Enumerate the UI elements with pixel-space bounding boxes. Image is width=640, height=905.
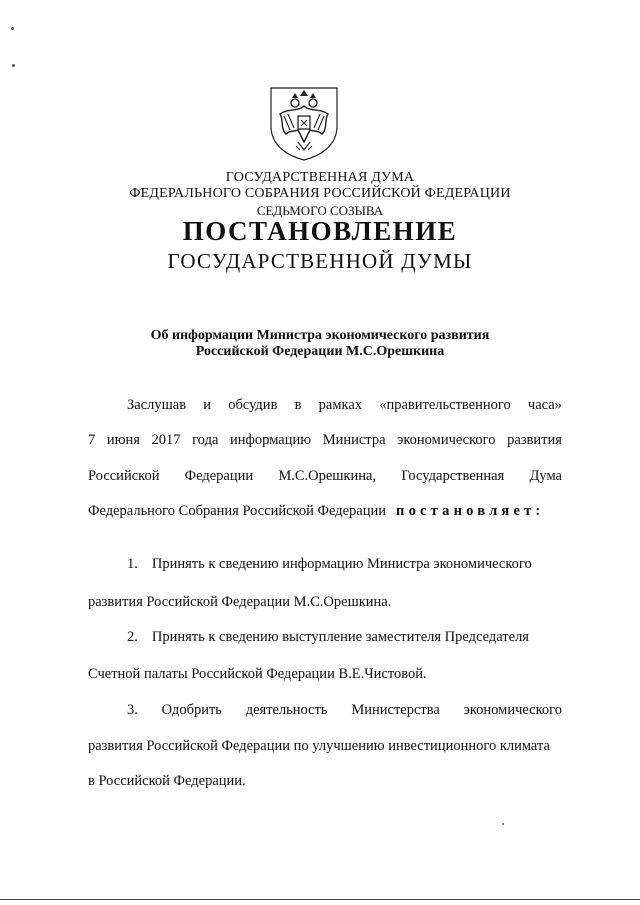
issuer-subtitle: ГОСУДАРСТВЕННОЙ ДУМЫ bbox=[167, 249, 473, 273]
word: Министерства bbox=[351, 702, 440, 718]
subject-heading: Об информации Министра экономического развития bbox=[150, 328, 490, 343]
item-number: 3. bbox=[127, 702, 138, 718]
scan-speck bbox=[502, 823, 504, 825]
coat-of-arms-icon bbox=[268, 86, 340, 162]
convocation-line: СЕДЬМОГО СОЗЫВА bbox=[256, 203, 384, 218]
word: «правительственного bbox=[379, 397, 511, 413]
item-1-line: развития Российской Федерации М.С.Орешкина. bbox=[88, 594, 392, 610]
preamble-text: Федерального Собрания Российской Федерации bbox=[88, 503, 387, 519]
item-number: 2. bbox=[127, 629, 138, 645]
word: 2017 bbox=[151, 432, 181, 448]
item-1-line bbox=[127, 556, 562, 573]
word: в bbox=[294, 397, 302, 413]
word: июня bbox=[106, 432, 140, 448]
item-3-line: развития Российской Федерации по улучшению инвестиционного климата bbox=[88, 738, 550, 754]
item-2-line bbox=[127, 629, 562, 646]
preamble-line bbox=[127, 397, 562, 414]
item-number: 1. bbox=[127, 556, 138, 572]
word: часа» bbox=[527, 397, 562, 413]
word: рамках bbox=[318, 397, 363, 413]
word: Министра bbox=[322, 432, 386, 448]
word: Государственная bbox=[401, 468, 505, 484]
item-3-line: в Российской Федерации. bbox=[88, 773, 246, 789]
word: обсудив bbox=[228, 397, 278, 413]
document-type-title: ПОСТАНОВЛЕНИЕ bbox=[182, 216, 458, 246]
word: Федерации bbox=[184, 468, 254, 484]
word: Дума bbox=[529, 468, 562, 484]
word: деятельность bbox=[245, 702, 328, 718]
institution-line: ГОСУДАРСТВЕННАЯ ДУМА bbox=[225, 170, 415, 185]
item-2-line: Счетной палаты Российской Федерации В.Е.Чистовой. bbox=[88, 666, 427, 682]
item-3-line bbox=[127, 702, 562, 719]
decree-word: постановляет: bbox=[396, 503, 545, 519]
subject-heading: Российской Федерации М.С.Орешкина bbox=[195, 344, 445, 359]
institution-line: ФЕДЕРАЛЬНОГО СОБРАНИЯ РОССИЙСКОЙ ФЕДЕРАЦИИ bbox=[129, 186, 511, 201]
word: экономического bbox=[397, 432, 496, 448]
word: года bbox=[192, 432, 219, 448]
scan-speck bbox=[12, 64, 15, 67]
scan-speck bbox=[11, 27, 14, 30]
preamble-line bbox=[88, 503, 562, 520]
item-text: Принять к сведению выступление заместителя Председателя bbox=[151, 629, 529, 645]
preamble-line bbox=[88, 432, 562, 449]
item-text: Принять к сведению информацию Министра экономического bbox=[151, 556, 532, 572]
word: М.С.Орешкина, bbox=[278, 468, 377, 484]
word: Одобрить bbox=[161, 702, 222, 718]
word: 7 bbox=[88, 432, 96, 448]
word: развития bbox=[507, 432, 562, 448]
preamble-line bbox=[88, 468, 562, 485]
word: Российской bbox=[88, 468, 160, 484]
word: экономического bbox=[463, 702, 562, 718]
word: и bbox=[203, 397, 212, 413]
page-bottom-edge bbox=[0, 899, 640, 900]
word: информацию bbox=[230, 432, 312, 448]
word: Заслушав bbox=[127, 397, 187, 413]
